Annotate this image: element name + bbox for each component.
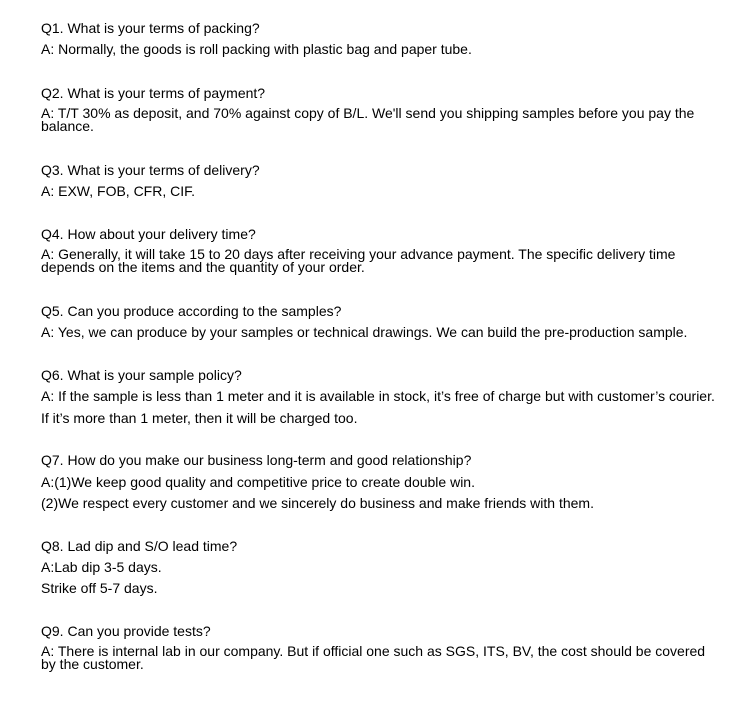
faq-answer-4: A: Generally, it will take 15 to 20 days after receiving your advance payment. The specific delivery time depends on the items and the quantity of your order. <box>41 246 676 275</box>
faq-answer-3: A: EXW, FOB, CFR, CIF. <box>41 183 196 199</box>
faq-answer-7-line-2: (2)We respect every customer and we sincerely do business and make friends with them. <box>41 495 594 511</box>
faq-question-5: Q5. Can you produce according to the samples? <box>41 303 342 319</box>
faq-answer-8-line-1: A:Lab dip 3-5 days. <box>41 559 162 575</box>
faq-answer-2: A: T/T 30% as deposit, and 70% against copy of B/L. We'll send you shipping samples before you pay the balance. <box>41 105 695 134</box>
faq-question-8: Q8. Lad dip and S/O lead time? <box>41 538 238 554</box>
faq-question-9: Q9. Can you provide tests? <box>41 623 211 639</box>
faq-answer-7-line-1: A:(1)We keep good quality and competitive price to create double win. <box>41 474 475 490</box>
faq-answer-1: A: Normally, the goods is roll packing with plastic bag and paper tube. <box>41 41 472 57</box>
faq-question-2: Q2. What is your terms of payment? <box>41 85 266 101</box>
faq-question-7: Q7. How do you make our business long-term and good relationship? <box>41 452 472 468</box>
faq-question-6: Q6. What is your sample policy? <box>41 367 242 383</box>
faq-question-3: Q3. What is your terms of delivery? <box>41 162 260 178</box>
faq-question-4: Q4. How about your delivery time? <box>41 226 256 242</box>
faq-answer-5: A: Yes, we can produce by your samples or technical drawings. We can build the pre-production sample. <box>41 324 688 340</box>
faq-answer-9: A: There is internal lab in our company. But if official one such as SGS, ITS, BV, the cost should be covered by the customer. <box>41 643 706 672</box>
faq-question-1: Q1. What is your terms of packing? <box>41 20 260 36</box>
faq-answer-6-line-1: A: If the sample is less than 1 meter and it is available in stock, it’s free of charge but with customer’s courier. <box>41 388 715 404</box>
faq-answer-8-line-2: Strike off 5-7 days. <box>41 580 158 596</box>
faq-answer-6-line-2: If it’s more than 1 meter, then it will be charged too. <box>41 410 358 426</box>
